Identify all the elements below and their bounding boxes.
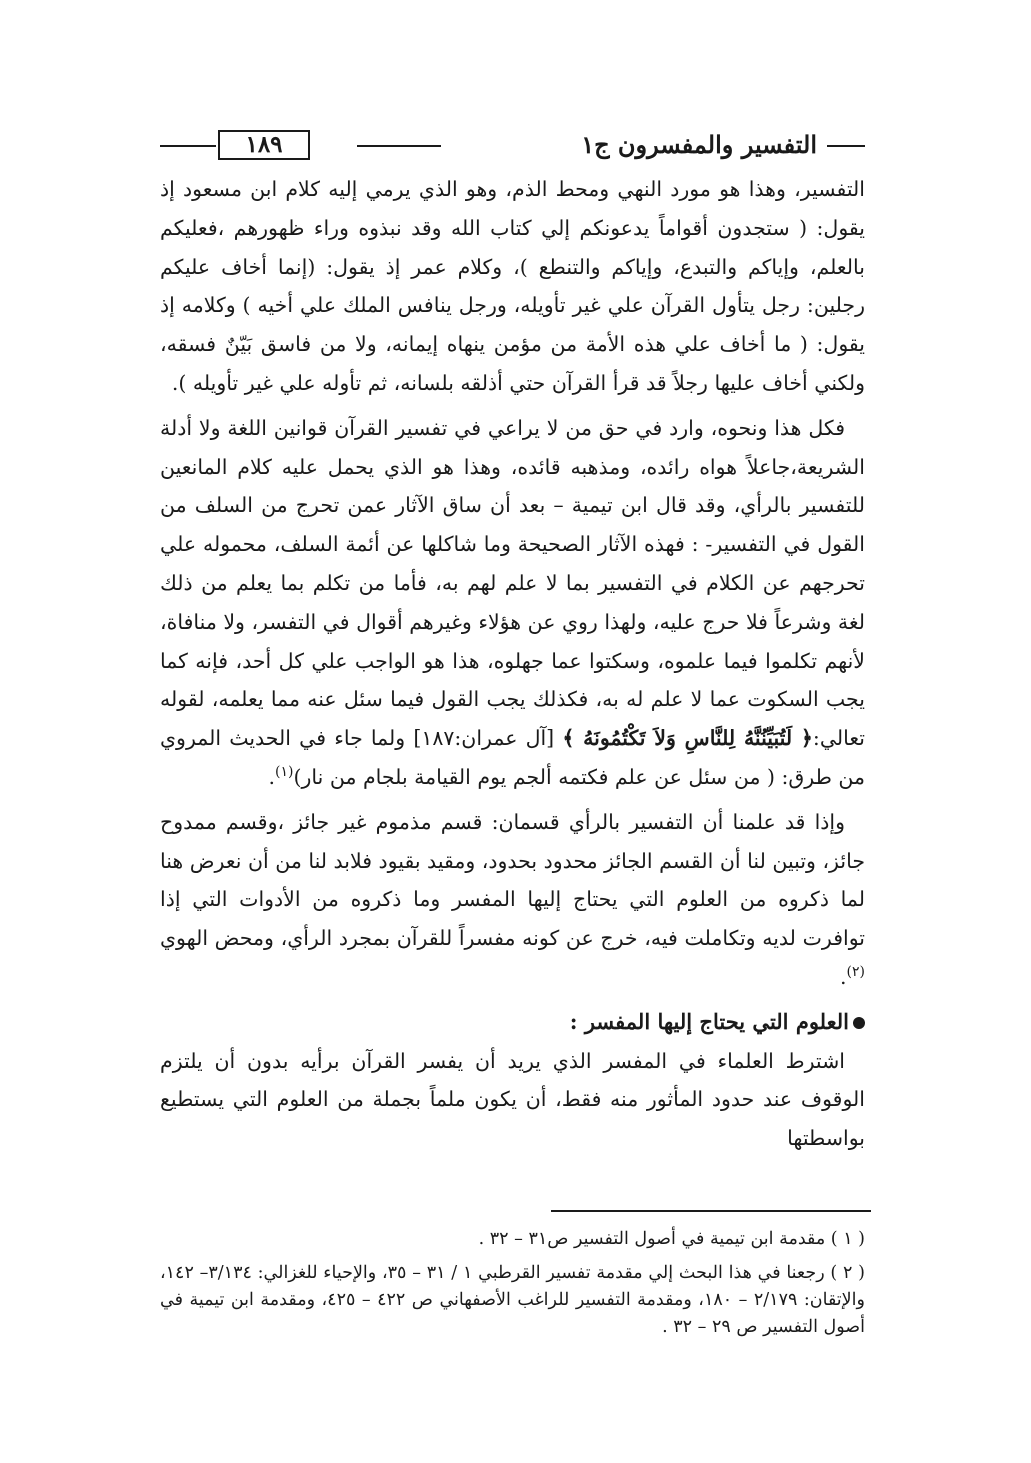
header-rule-left [160, 145, 216, 147]
paragraph-2-end: . [268, 764, 276, 789]
header-rule-right [827, 145, 865, 147]
paragraph-3-end: . [840, 964, 847, 989]
paragraph-1: التفسير، وهذا هو مورد النهي ومحط الذم، وهو الذي يرمي إليه كلام ابن مسعود إذ يقول: ( ستجدون أقواماً يدعونكم إلي كتاب الله وقد نبذوه وراء ظهورهم ،فعليكم بالعلم، وإياكم والتبدع، وإياكم والتنطع )، وكلام عمر إذ يقول: (إنما أخاف عليكم رجلين: رجل يتأول القرآن علي غير تأويله، ورجل ينافس الملك علي أخيه ) وكلامه إذ يقول: ( ما أخاف علي هذه الأمة من مؤمن ينهاه إيمانه، ولا من فاسق بَيّنٌ فسقه، ولكني أخاف عليها رجلاً قد قرأ القرآن حتي أذلقه بلسانه، ثم تأوله علي غير تأويله ). [160, 177, 865, 395]
paragraph-2-continuation: [آل عمران:١٨٧] ولما جاء في الحديث المروي من طرق: ( من سئل عن علم فكتمه ألجم يوم القيامة بلجام من نار) [160, 726, 865, 789]
footnote-separator [551, 1210, 871, 1212]
running-header [160, 128, 865, 164]
page-number: ١٨٩ [218, 130, 310, 160]
section-heading [160, 1003, 865, 1042]
paragraph-2 [160, 409, 865, 797]
bullet-icon [853, 1017, 865, 1029]
paragraph-2-text: فكل هذا ونحوه، وارد في حق من لا يراعي في تفسير القرآن قوانين اللغة ولا أدلة الشريعة،جاعلاً هواه رائده، ومذهبه قائده، وهذا هو الذي يحمل عليه كلام المانعين للتفسير بالرأي، وقد قال ابن تيمية – بعد أن ساق الآثار عمن تحرج من السلف من القول في التفسير- : فهذه الآثار الصحيحة وما شاكلها عن أئمة السلف، محموله علي تحرجهم عن الكلام في التفسير بما لا علم لهم به، فأما من تكلم بما يعلم من ذلك لغة وشرعاً فلا حرج عليه، ولهذا روي عن هؤلاء وغيرهم أقوال في التفسر، ولا منافاة، لأنهم تكلموا فيما علموه، وسكتوا عما جهلوه، هذا هو الواجب علي كل أحد، فإنه كما يجب السكوت عما لا علم له به، فكذلك يجب القول فيما سئل عنه مما يعلمه، لقوله تعالي: [160, 415, 865, 751]
header-title: التفسير والمفسرون ج١ [581, 130, 817, 159]
footnote-reference-2: (٢) [846, 964, 865, 981]
paragraph-4: اشترط العلماء في المفسر الذي يريد أن يفسر القرآن برأيه بدون أن يلتزم الوقوف عند حدود المأثور منه فقط، أن يكون ملماً بجملة من العلوم التي يستطيع بواسطتها [160, 1048, 865, 1151]
paragraph-3-text: وإذا قد علمنا أن التفسير بالرأي قسمان: قسم مذموم غير جائز ،وقسم ممدوح جائز، وتبين لنا أن القسم الجائز محدود بحدود، ومقيد بقيود فلابد لنا من أن نعرض هنا لما ذكروه من العلوم التي يحتاج إليها المفسر وما ذكروه من الأدوات التي إذا توافرت لديه وتكاملت فيه، خرج عن كونه مفسراً للقرآن بمجرد الرأي، ومحض الهوي [160, 809, 865, 951]
main-text [160, 170, 865, 1158]
footnote-1: ( ١ ) مقدمة ابن تيمية في أصول التفسير ص٣١ – ٣٢ . [478, 1229, 865, 1249]
section-heading-text: العلوم التي يحتاج إليها المفسر : [569, 1008, 849, 1034]
paragraph-3 [160, 803, 865, 997]
quran-verse: ﴿ لَتُبَيِّنُنَّهُ لِلنَّاسِ وَلاَ تَكْتُمُونَهُ ﴾ [562, 726, 813, 751]
footnotes [160, 1226, 865, 1341]
footnote-reference-1: (١) [275, 764, 294, 781]
header-rule-middle [357, 145, 441, 147]
footnote-2: ( ٢ ) رجعنا في هذا البحث إلي مقدمة تفسير القرطبي ١ / ٣١ – ٣٥، والإحياء للغزالي: ٣/١٣٤– ١٤٢، والإتقان: ٢/١٧٩ – ١٨٠، ومقدمة التفسير للراغب الأصفهاني ص ٤٢٢ – ٤٢٥، ومقدمة ابن تيمية في أصول التفسير ص ٢٩ – ٣٢ . [160, 1263, 865, 1337]
